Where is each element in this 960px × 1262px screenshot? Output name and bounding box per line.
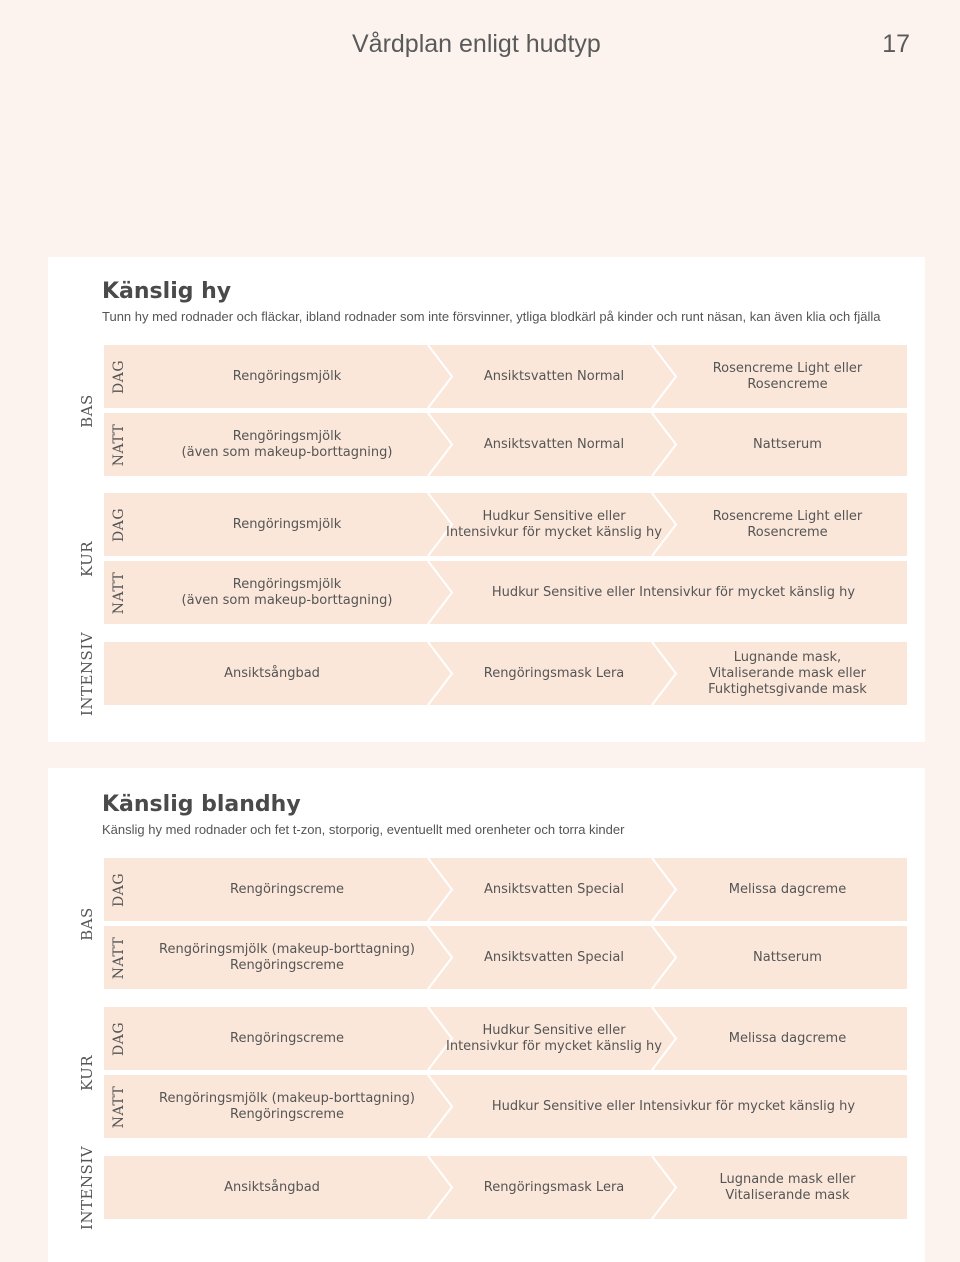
step-cell: Melissa dagcreme	[728, 881, 847, 897]
row-label: NATT	[111, 1085, 127, 1128]
step-cell: Rengöringsmjölk (även som makeup-borttagning)	[181, 428, 393, 460]
section-title: Känslig blandhy	[102, 792, 301, 817]
plan-row	[104, 493, 907, 556]
plan-row	[104, 642, 907, 705]
row-label: NATT	[111, 571, 127, 614]
plan-row	[104, 1007, 907, 1070]
section-description: Tunn hy med rodnader och fläckar, ibland rodnader som inte försvinner, ytliga blodkärl på kinder och runt näsan, kan även klia och fjälla	[102, 309, 881, 324]
row-label: DAG	[111, 1021, 127, 1056]
plan-row	[104, 345, 907, 408]
step-cell: Ansiktsvatten Special	[484, 881, 624, 897]
step-cell: Hudkur Sensitive eller Intensivkur för mycket känslig hy	[446, 508, 662, 540]
plan-row	[104, 858, 907, 921]
step-cell: Ansiktsvatten Normal	[483, 436, 625, 452]
row-label: DAG	[111, 872, 127, 907]
step-cell: Rosencreme Light eller Rosencreme	[712, 360, 863, 392]
step-cell: Rengöringsmjölk	[232, 516, 342, 532]
step-cell: Ansiktsvatten Special	[484, 949, 624, 965]
step-cell: Rengöringsmjölk (makeup-borttagning) Rengöringscreme	[159, 1090, 415, 1122]
step-cell: Lugnande mask eller Vitaliserande mask	[719, 1171, 856, 1203]
step-cell: Rengöringscreme	[230, 881, 344, 897]
step-cell: Rengöringsmjölk	[232, 368, 342, 384]
step-cell: Nattserum	[753, 436, 822, 452]
group-label-kur: KUR	[78, 540, 96, 577]
step-cell: Melissa dagcreme	[728, 1030, 847, 1046]
section-kanslig-hy	[48, 257, 925, 742]
step-cell: Ansiktsvatten Normal	[483, 368, 625, 384]
plan-row	[104, 413, 907, 476]
section-title: Känslig hy	[102, 279, 232, 304]
page-header	[0, 30, 960, 66]
step-cell: Lugnande mask, Vitaliserande mask eller Fuktighetsgivande mask	[708, 649, 867, 697]
step-cell: Hudkur Sensitive eller Intensivkur för mycket känslig hy	[491, 584, 856, 600]
row-label: NATT	[111, 423, 127, 466]
row-label: DAG	[111, 359, 127, 394]
step-cell: Hudkur Sensitive eller Intensivkur för mycket känslig hy	[491, 1098, 856, 1114]
page-number: 17	[882, 30, 910, 58]
step-cell: Ansiktsångbad	[224, 665, 320, 681]
group-label-kur: KUR	[78, 1054, 96, 1091]
section-kanslig-blandhy	[48, 768, 925, 1262]
row-label: NATT	[111, 936, 127, 979]
step-cell: Rengöringscreme	[230, 1030, 344, 1046]
step-cell: Rengöringsmask Lera	[483, 1179, 625, 1195]
plan-row	[104, 561, 907, 624]
step-cell: Ansiktsångbad	[224, 1179, 320, 1195]
plan-row	[104, 926, 907, 989]
step-cell: Hudkur Sensitive eller Intensivkur för mycket känslig hy	[446, 1022, 662, 1054]
group-label-intensiv: INTENSIV	[78, 631, 96, 716]
section-description: Känslig hy med rodnader och fet t-zon, storporig, eventuellt med orenheter och torra kinder	[102, 822, 625, 837]
step-cell: Rengöringsmjölk (makeup-borttagning) Rengöringscreme	[159, 941, 415, 973]
step-cell: Rengöringsmjölk (även som makeup-borttagning)	[181, 576, 393, 608]
group-label-bas: BAS	[78, 906, 96, 941]
page-title: Vårdplan enligt hudtyp	[352, 30, 601, 58]
step-cell: Rosencreme Light eller Rosencreme	[712, 508, 863, 540]
step-cell: Nattserum	[753, 949, 822, 965]
row-label: DAG	[111, 507, 127, 542]
group-label-bas: BAS	[78, 393, 96, 428]
step-cell: Rengöringsmask Lera	[483, 665, 625, 681]
plan-row	[104, 1156, 907, 1219]
plan-row	[104, 1075, 907, 1138]
group-label-intensiv: INTENSIV	[78, 1145, 96, 1230]
